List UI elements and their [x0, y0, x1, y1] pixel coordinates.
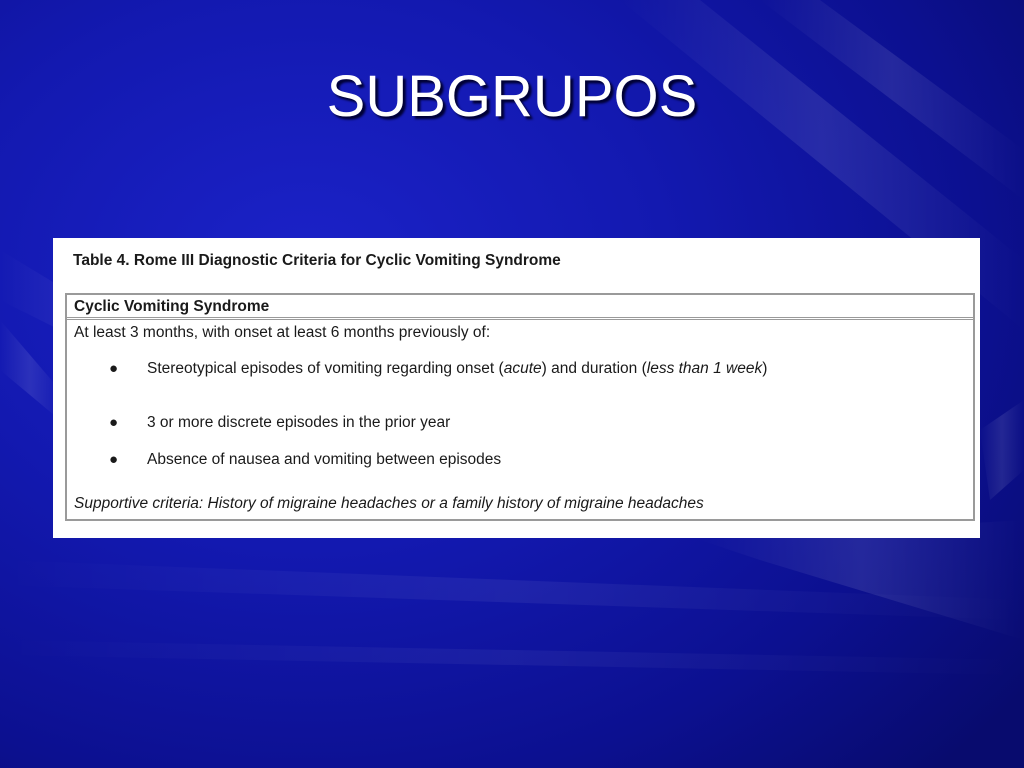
- table-header: Cyclic Vomiting Syndrome: [67, 295, 973, 320]
- criteria-intro: At least 3 months, with onset at least 6 months previously of:: [74, 324, 491, 341]
- criteria-table: [65, 293, 975, 521]
- criteria-bullet-text: Absence of nausea and vomiting between episodes: [147, 451, 502, 468]
- slide-title: SUBGRUPOS: [326, 64, 698, 129]
- bullet-icon: ●: [109, 451, 119, 468]
- criteria-bullet-text: Stereotypical episodes of vomiting regarding onset (acute) and duration (less than 1 week): [147, 360, 768, 377]
- bullet-icon: ●: [109, 360, 119, 377]
- bullet-icon: ●: [109, 414, 119, 431]
- criteria-bullet-text: 3 or more discrete episodes in the prior year: [147, 414, 451, 431]
- criteria-table-figure: [53, 238, 980, 538]
- table-caption: Table 4. Rome III Diagnostic Criteria for Cyclic Vomiting Syndrome: [73, 252, 561, 269]
- supportive-criteria: Supportive criteria: History of migraine headaches or a family history of migraine headaches: [74, 495, 704, 512]
